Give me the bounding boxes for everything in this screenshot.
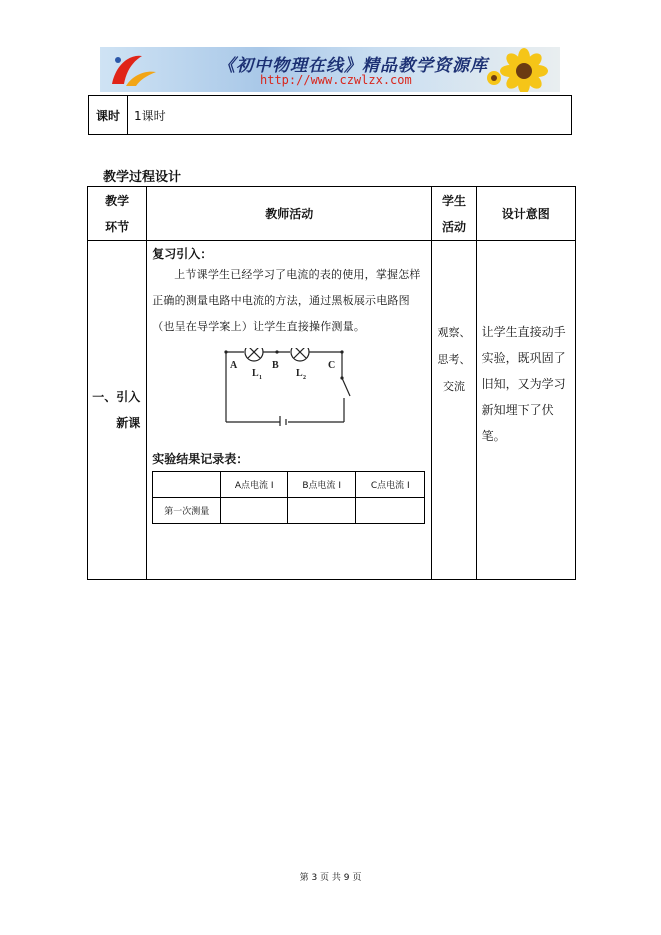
lesson-hours-value: 1课时 (134, 108, 166, 123)
teaching-process-table (87, 186, 576, 580)
circuit-label-l2: L (296, 368, 303, 379)
record-row-label: 第一次测量 (153, 498, 221, 524)
table-header-row (88, 187, 576, 241)
record-header-cell: B点电流 I (288, 472, 356, 498)
record-cell (288, 498, 356, 524)
circuit-label-l1-sub: 1 (259, 375, 263, 381)
lesson-hours-label: 课时 (89, 96, 128, 134)
header-banner (100, 47, 560, 92)
sunflower-icon (484, 48, 554, 92)
review-text: 上节课学生已经学习了电流的表的使用，掌握怎样正确的测量电路中电流的方法，通过黑板展示电路图（也呈在导学案上）让学生直接操作测量。 (152, 268, 421, 333)
lesson-hours-box (88, 95, 572, 135)
record-header-cell: C点电流 I (356, 472, 425, 498)
circuit-diagram (222, 348, 362, 426)
circuit-label-l1: L (252, 368, 259, 379)
record-table-header (153, 472, 425, 498)
design-intent-cell: 让学生直接动手实验，既巩固了旧知，又为学习新知埋下了伏笔。 (476, 241, 575, 580)
circuit-label-a: A (230, 360, 238, 371)
record-table-row (153, 498, 425, 524)
record-cell (221, 498, 288, 524)
circuit-label-b: B (272, 360, 279, 371)
header-student-activity: 学生 活动 (432, 187, 476, 241)
record-header-cell: A点电流 I (221, 472, 288, 498)
banner-title: 《初中物理在线》精品教学资源库 (218, 56, 488, 76)
header-design-intent: 设计意图 (476, 187, 575, 241)
record-header-cell (153, 472, 221, 498)
review-heading: 复习引入： (152, 247, 213, 261)
table-row (88, 241, 576, 580)
record-table (152, 471, 425, 524)
section-title: 教学过程设计 (103, 170, 182, 185)
logo-icon (106, 50, 162, 90)
stage-cell: 一、引入 新课 (88, 241, 147, 580)
teacher-activity-cell (147, 241, 432, 580)
banner-url[interactable]: http://www.czwlzx.com (260, 73, 412, 87)
circuit-label-l2-sub: 2 (303, 375, 307, 381)
record-cell (356, 498, 425, 524)
header-teacher-activity: 教师活动 (147, 187, 432, 241)
page-footer: 第 3 页 共 9 页 (299, 873, 362, 883)
experiment-title: 实验结果记录表： (152, 452, 249, 466)
header-stage: 教学 环节 (88, 187, 147, 241)
student-activity-cell: 观察、 思考、 交流 (432, 241, 476, 580)
circuit-label-c: C (328, 360, 336, 371)
